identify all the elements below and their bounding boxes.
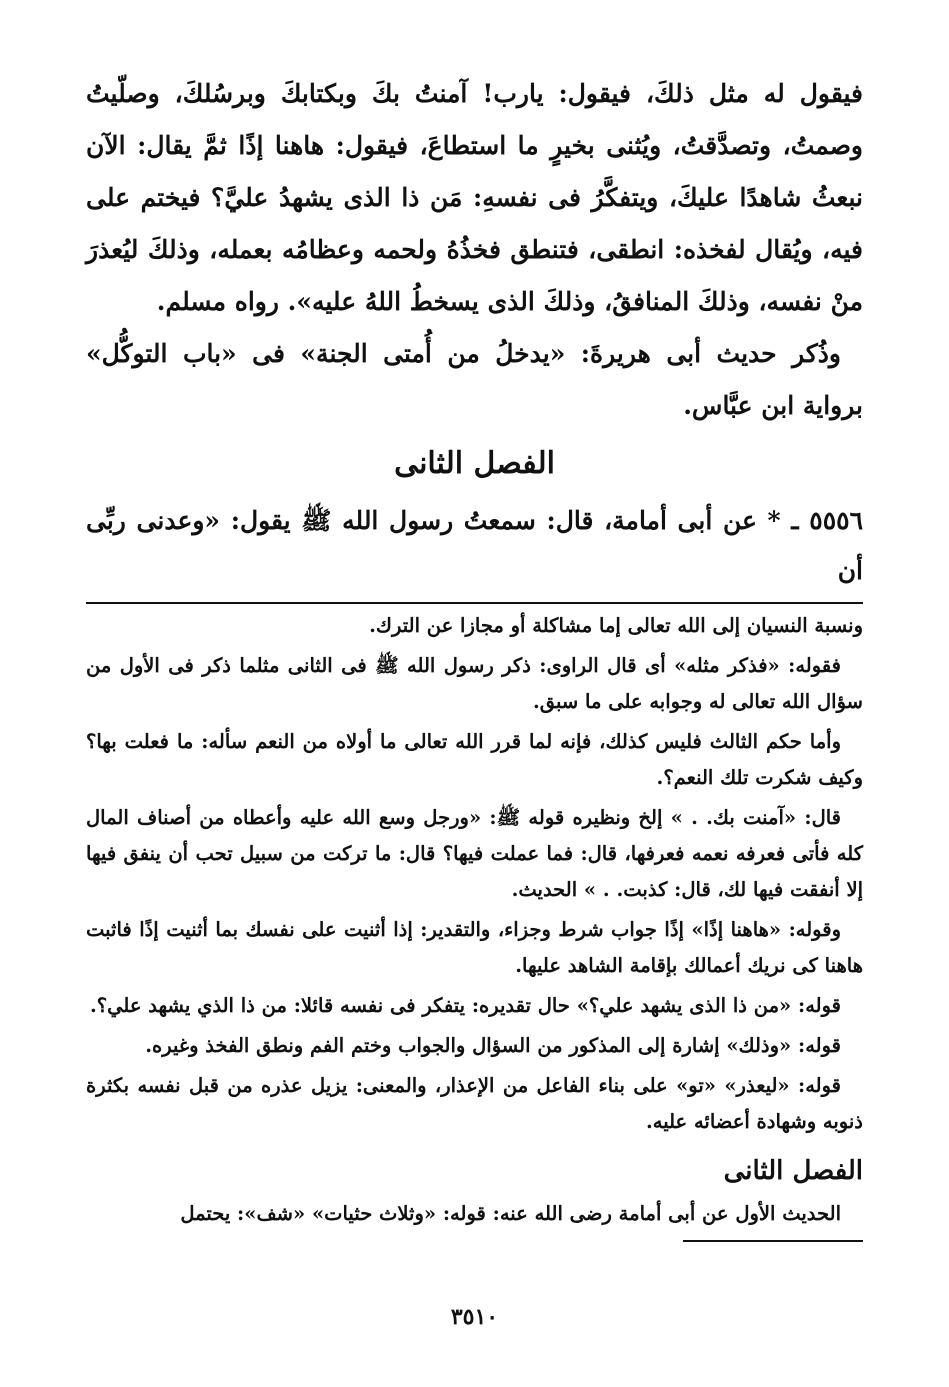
section-heading: الفصل الثانى	[394, 446, 555, 481]
commentary-divider	[86, 602, 863, 604]
commentary-paragraph: قال: «آمنت بك. . » إلخ ونظيره قوله ﷺ: «ورجل وسع الله عليه وأعطاه من أصناف المال كله فأتى فعرفه نعمه فعرفها، قال: فما عملت فيها؟ قال: ما تركت من سبيل تحب أن ينفق فيها إلا أنفقت فيها لك، قال: كذبت. . » الحديث.	[86, 806, 863, 901]
page-number: ٣٥١٠	[450, 1304, 499, 1330]
main-paragraph: فيقول له مثل ذلكَ، فيقول: يارب! آمنتُ بكَ وبكتابكَ وبرسُلكَ، وصلّيتُ وصمتُ، وتصدَّقتُ، ويُثنى بخيرٍ ما استطاعَ، فيقول: هاهنا إذًا ثمَّ يقال: الآن نبعثُ شاهدًا عليكَ، ويتفكَّرُ فى نفسهِ: مَن ذا الذى يشهدُ عليَّ؟ فيختم على فيه، ويُقال لفخذه: انطقى، فتنطق فخذُهُ ولحمه وعظامُه بعمله، وذلكَ ليُعذرَ منْ نفسه، وذلكَ المنافقُ، وذلكَ الذى يسخطُ اللهُ عليه». رواه مسلم.	[86, 79, 863, 316]
main-text	[86, 68, 863, 432]
main-paragraph: وذُكر حديث أبى هريرةَ: «يدخلُ من أُمتى الجنة» فى «باب التوكُّل» برواية ابن عبَّاس.	[86, 339, 863, 420]
commentary-heading: الفصل الثانى	[723, 1156, 863, 1186]
commentary-paragraph: فقوله: «فذكر مثله» أى قال الراوى: ذكر رسول الله ﷺ فى الثانى مثلما ذكر فى الأول من سؤال الله تعالى له وجوابه على ما سبق.	[86, 654, 863, 713]
commentary-paragraph: وقوله: «هاهنا إذًا» إذًا جواب شرط وجزاء، والتقدير: إذا أثنيت على نفسك بما أثنيت إذًا فاثبت هاهنا كى نريك أعمالك بإقامة الشاهد عليها.	[86, 918, 863, 977]
commentary-paragraph: قوله: «ليعذر» «تو» على بناء الفاعل من الإعذار، والمعنى: يزيل عذره من قبل نفسه بكثرة ذنوبه وشهادة أعضائه عليه.	[86, 1074, 863, 1133]
commentary-paragraph: وأما حكم الثالث فليس كذلك، فإنه لما قرر الله تعالى ما أولاه من النعم سأله: ما فعلت بها؟ وكيف شكرت تلك النعم؟.	[86, 730, 863, 789]
commentary-paragraph: قوله: «من ذا الذى يشهد علي؟» حال تقديره: يتفكر فى نفسه قائلا: من ذا الذي يشهد علي؟.	[90, 994, 841, 1017]
commentary-paragraph: الحديث الأول عن أبى أمامة رضى الله عنه: قوله: «وثلاث حثيات» «شف»: يحتمل	[180, 1202, 841, 1225]
hadith-start: ٥٥٥٦ ـ * عن أبى أمامة، قال: سمعتُ رسول الله ﷺ يقول: «وعدنى ربِّى أن	[86, 506, 863, 585]
commentary-paragraph: ونسبة النسيان إلى الله تعالى إما مشاكلة أو مجازا عن الترك.	[369, 614, 863, 637]
commentary-paragraph: قوله: «وذلك» إشارة إلى المذكور من السؤال والجواب وختم الفم ونطق الفخذ وغيره.	[145, 1034, 841, 1057]
footnote-rule	[683, 1240, 863, 1242]
commentary	[86, 608, 863, 1232]
